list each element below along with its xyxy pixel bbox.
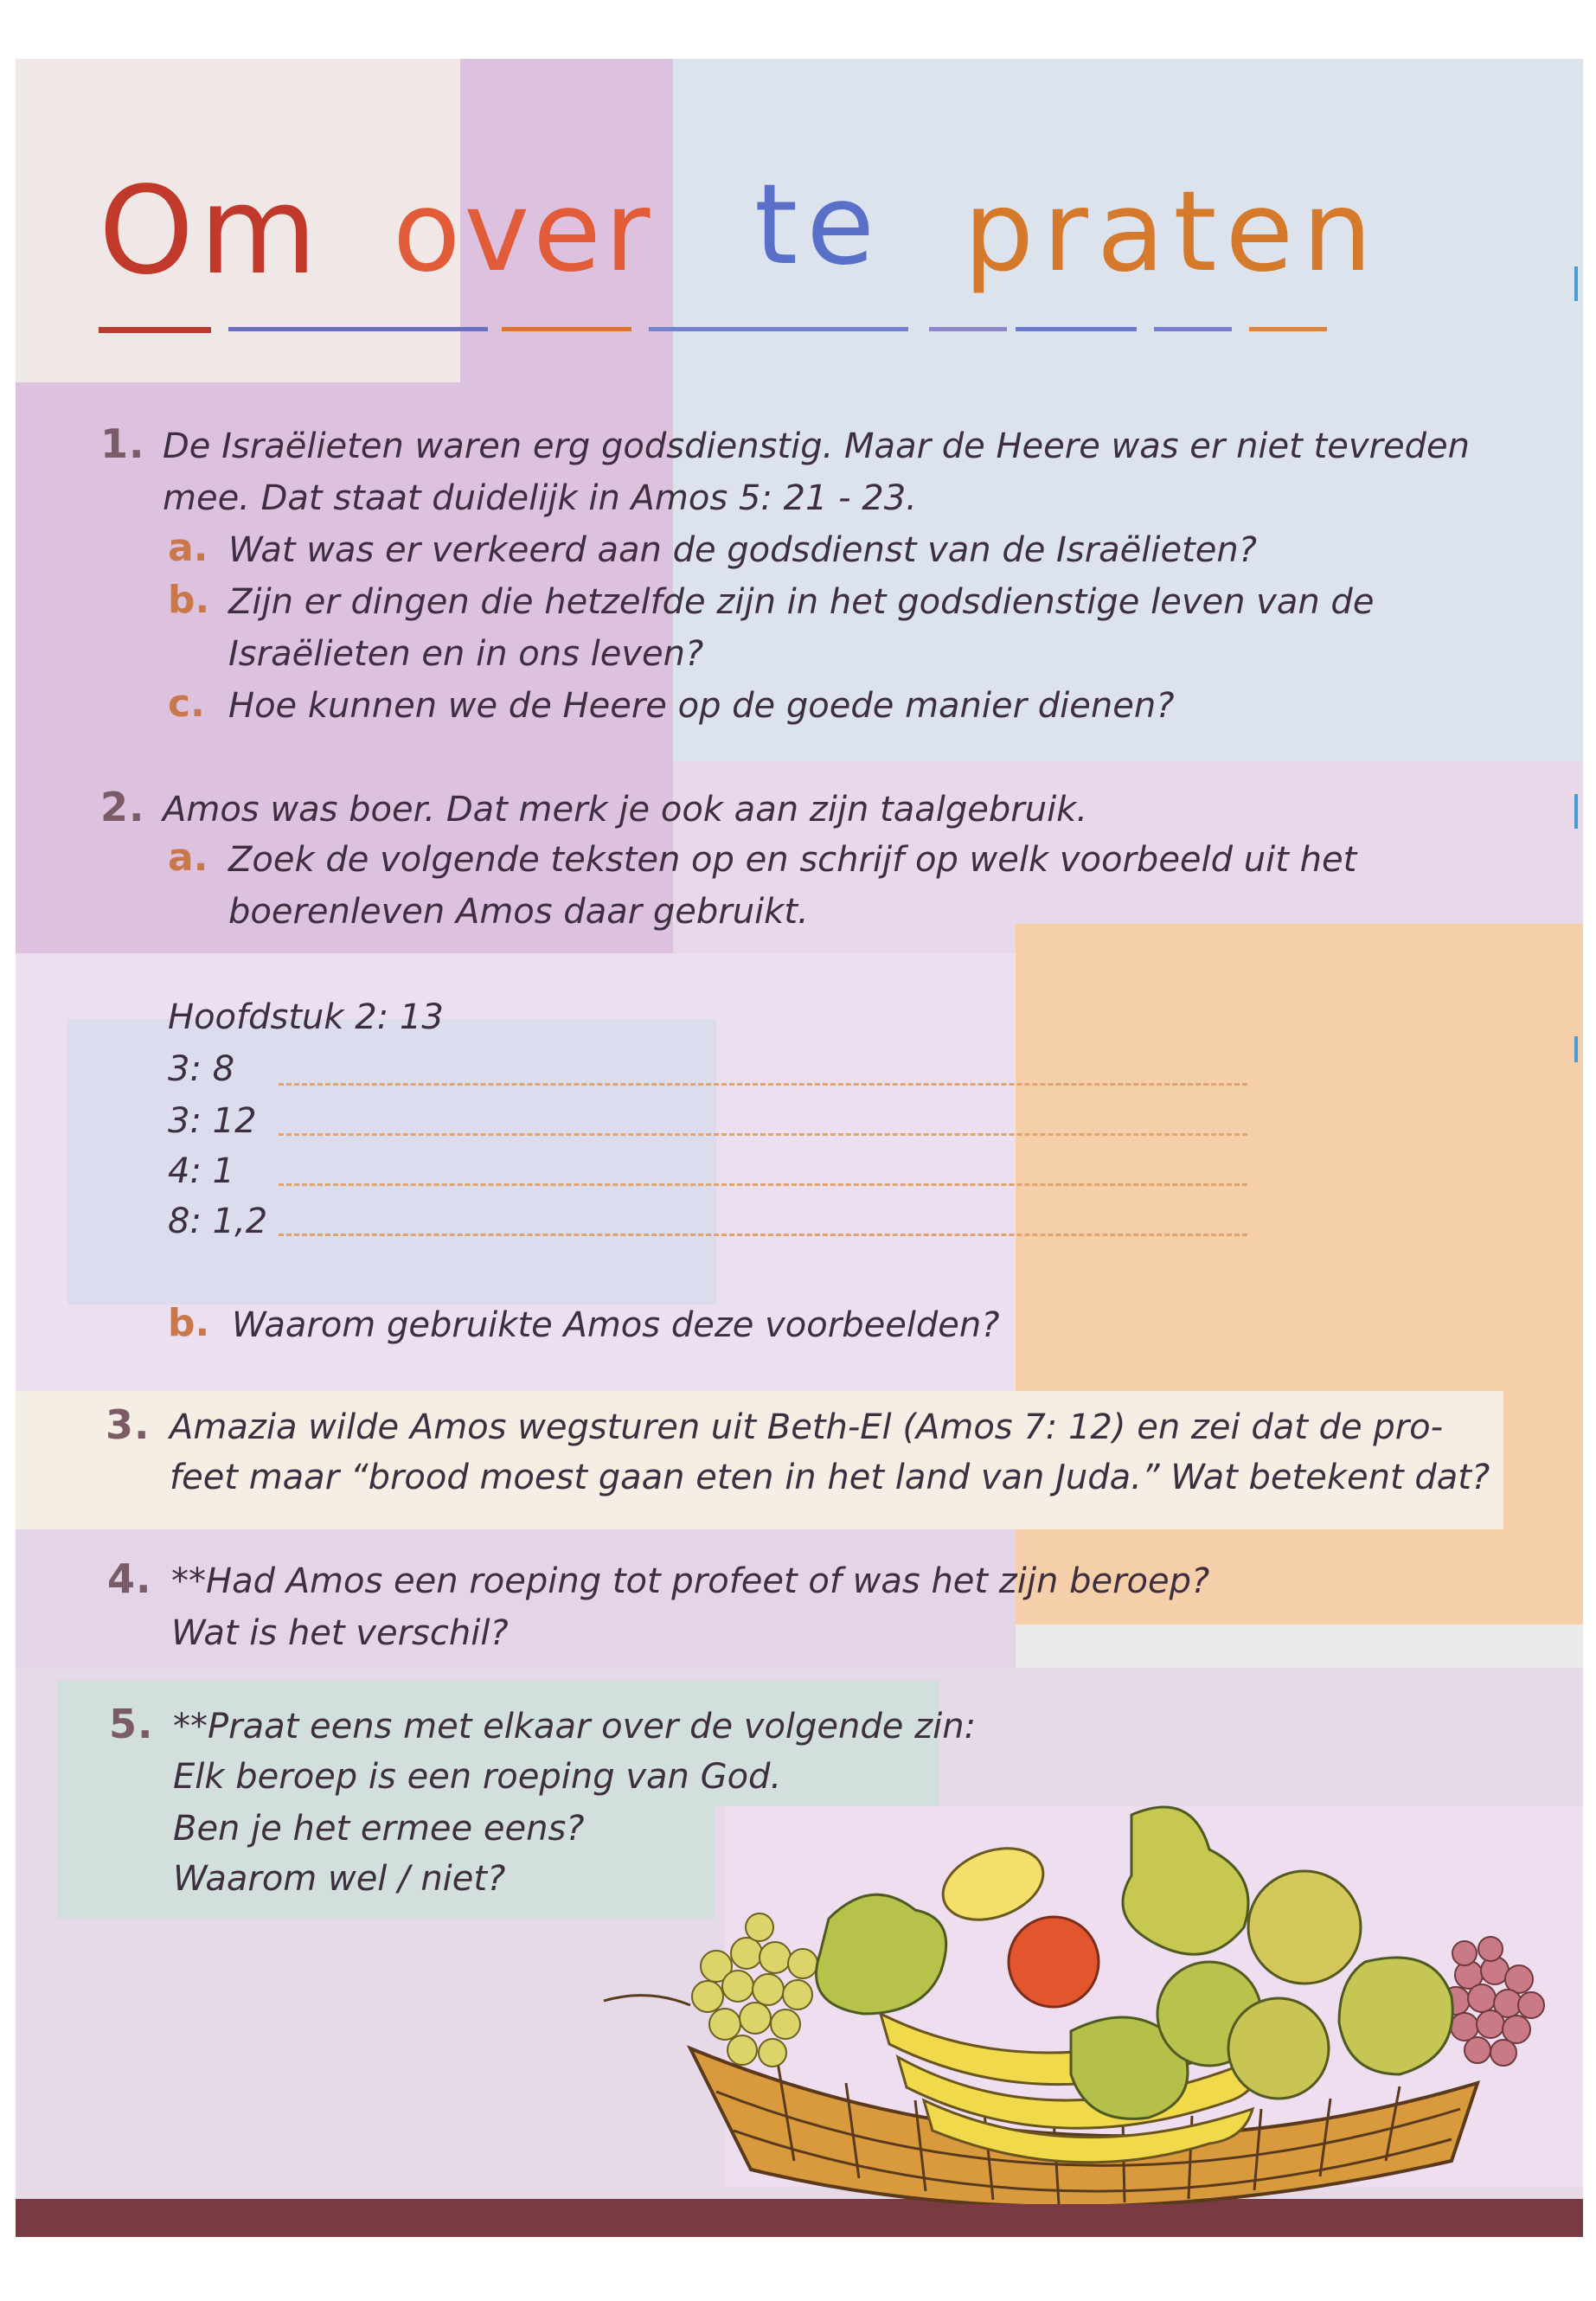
question-1-number: 1.	[100, 420, 145, 467]
title-word-2: over	[393, 168, 654, 297]
title-underline	[99, 327, 1396, 334]
bottom-bar	[16, 2199, 1583, 2237]
question-3-text-line-1: Amazia wilde Amos wegsturen uit Beth-El (Amos 7: 12) en zei dat de pro-	[170, 1407, 1444, 1447]
reference-1: Hoofdstuk 2: 13	[168, 997, 444, 1037]
bg-blue-inset	[67, 1019, 716, 1304]
orange	[1009, 1917, 1099, 2007]
question-5-line-1: **Praat eens met elkaar over de volgende zin:	[173, 1707, 977, 1747]
question-3-number: 3.	[106, 1401, 151, 1448]
question-1a-text: Wat was er verkeerd aan de godsdienst van de Israëlieten?	[228, 530, 1257, 570]
question-2a-text-line-1: Zoek de volgende teksten op en schrijf op welk voorbeeld uit het	[228, 840, 1357, 880]
purple-grapes	[1442, 1937, 1544, 2066]
answer-line-1[interactable]	[279, 1083, 1247, 1086]
question-1-text-line-2: mee. Dat staat duidelijk in Amos 5: 21 - 23.	[163, 478, 917, 518]
question-1b-letter: b.	[168, 578, 210, 622]
title-word-4: praten	[964, 168, 1381, 297]
lemon	[933, 1836, 1054, 1932]
reference-4: 4: 1	[168, 1151, 235, 1191]
edge-mark	[1574, 794, 1578, 829]
question-5-line-2: Elk beroep is een roeping van God.	[173, 1757, 782, 1797]
answer-line-4[interactable]	[279, 1234, 1247, 1236]
edge-mark	[1574, 266, 1578, 301]
question-5-line-3: Ben je het ermee eens?	[173, 1809, 585, 1849]
answer-line-3[interactable]	[279, 1183, 1247, 1186]
question-1a-letter: a.	[168, 526, 208, 570]
question-4-text-line-1: **Had Amos een roeping tot profeet of was het zijn beroep?	[171, 1561, 1210, 1601]
question-2a-text-line-2: boerenleven Amos daar gebruikt.	[228, 892, 809, 932]
answer-line-2[interactable]	[279, 1133, 1247, 1136]
question-2b-letter: b.	[168, 1301, 210, 1345]
reference-5: 8: 1,2	[168, 1202, 268, 1241]
title-word-1: Om	[99, 161, 323, 302]
worksheet-page	[16, 59, 1583, 2237]
question-4-number: 4.	[107, 1555, 152, 1602]
question-3-text-line-2: feet maar “brood moest gaan eten in het land van Juda.” Wat betekent dat?	[170, 1458, 1490, 1497]
question-2b-text: Waarom gebruikte Amos deze voorbeelden?	[232, 1305, 1000, 1345]
page-title	[99, 161, 1396, 351]
question-2-number: 2.	[100, 784, 145, 830]
reference-3: 3: 12	[168, 1101, 257, 1141]
edge-mark	[1574, 1036, 1578, 1062]
question-1-text-line-1: De Israëlieten waren erg godsdienstig. Maar de Heere was er niet tevreden	[163, 426, 1470, 466]
question-1c-letter: c.	[168, 682, 205, 726]
fruit-basket-illustration	[586, 1798, 1583, 2204]
question-4-text-line-2: Wat is het verschil?	[171, 1613, 509, 1653]
reference-2: 3: 8	[168, 1049, 235, 1089]
question-5-line-4: Waarom wel / niet?	[173, 1859, 506, 1899]
question-1b-text-line-2: Israëlieten en in ons leven?	[228, 634, 704, 674]
question-1c-text: Hoe kunnen we de Heere op de goede manier dienen?	[228, 686, 1175, 726]
green-grapes	[692, 1913, 817, 2067]
title-word-3: te	[754, 161, 883, 290]
question-5-number: 5.	[109, 1701, 154, 1747]
question-2-text: Amos was boer. Dat merk je ook aan zijn taalgebruik.	[163, 790, 1088, 830]
question-1b-text-line-1: Zijn er dingen die hetzelfde zijn in het godsdienstige leven van de	[228, 582, 1375, 622]
question-2a-letter: a.	[168, 836, 208, 880]
